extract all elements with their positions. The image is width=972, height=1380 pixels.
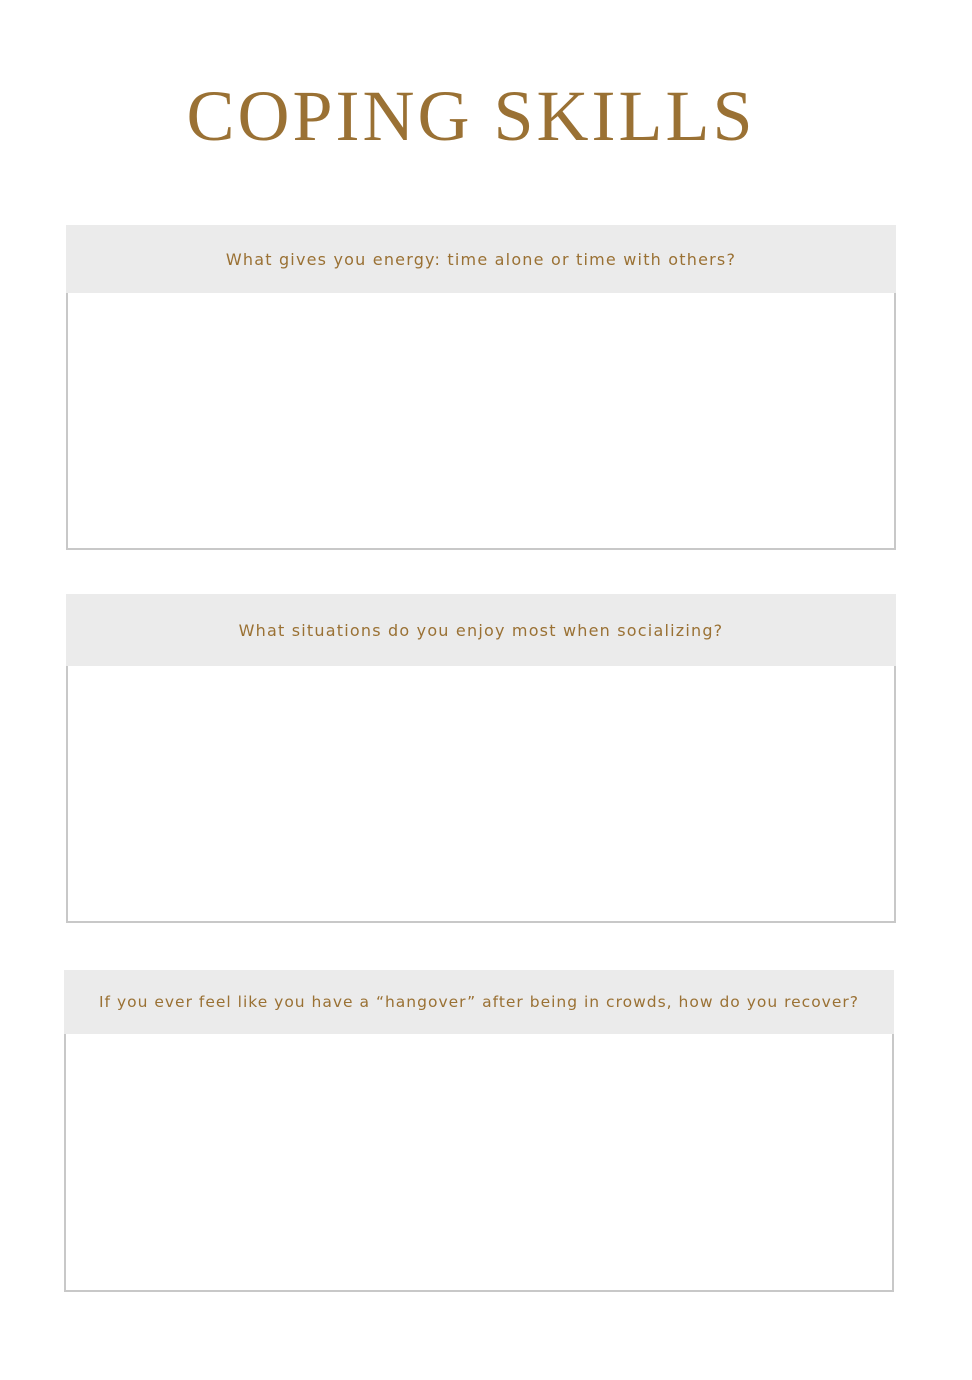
answer-box[interactable] — [64, 1034, 894, 1292]
question-header — [66, 594, 896, 666]
question-section-recovery — [64, 970, 894, 1292]
question-text: What situations do you enjoy most when socializing? — [238, 620, 724, 640]
answer-box[interactable] — [66, 666, 896, 923]
question-section-energy — [66, 225, 896, 550]
page-title: COPING SKILLS — [186, 76, 756, 156]
question-section-socializing — [66, 594, 896, 923]
question-text: What gives you energy: time alone or time with others? — [225, 249, 737, 269]
question-header — [66, 225, 896, 293]
answer-box[interactable] — [66, 293, 896, 550]
question-text: If you ever feel like you have a “hangover” after being in crowds, how do you recover? — [98, 993, 859, 1011]
question-header — [64, 970, 894, 1034]
